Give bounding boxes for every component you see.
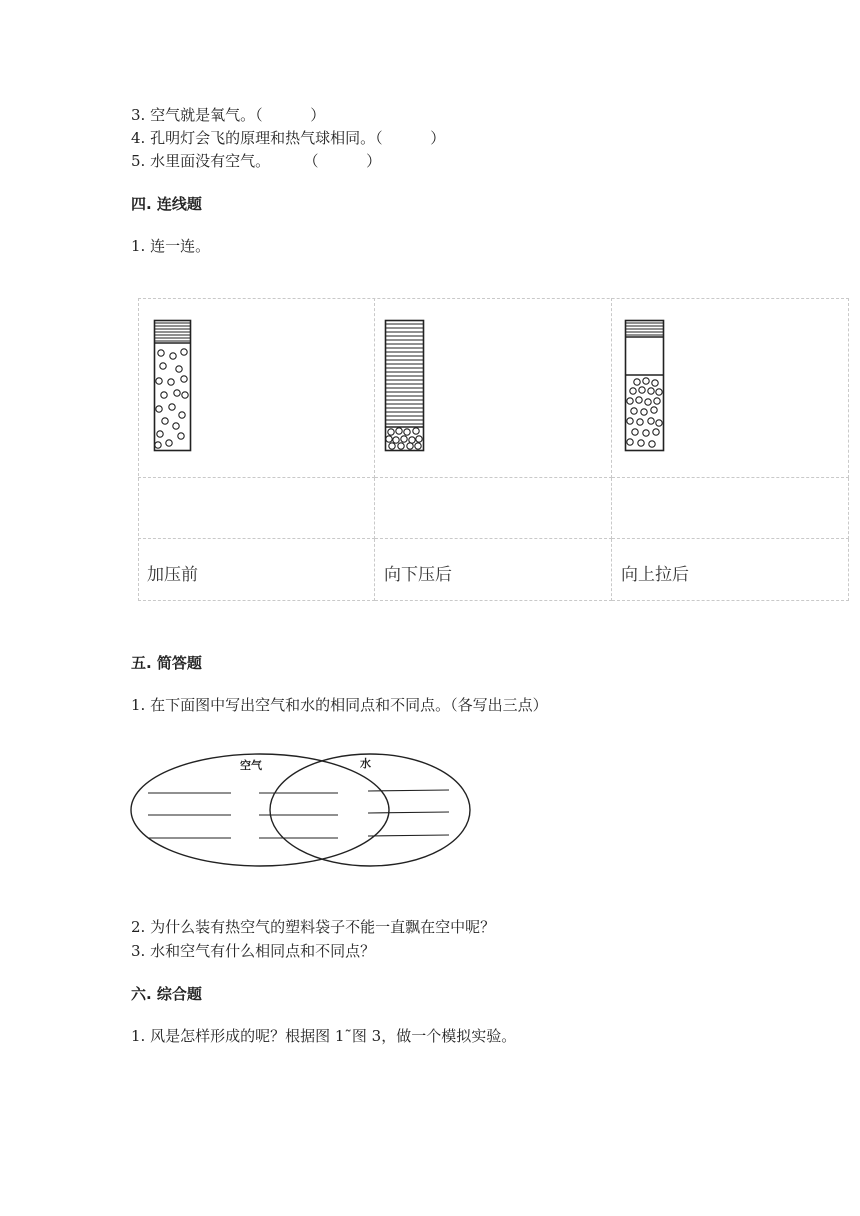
venn-label-water: 水 [360,757,371,770]
question-3: 3. 空气就是氧气。（ ） [131,106,326,124]
section-4-heading: 四. 连线题 [131,195,202,213]
section-5-question-1: 1. 在下面图中写出空气和水的相同点和不同点。（各写出三点） [131,696,548,714]
section-5-question-2: 2. 为什么装有热空气的塑料袋子不能一直飘在空中呢？ [131,918,496,936]
label-before-pressure: 加压前 [147,565,198,585]
venn-diagram [128,752,474,872]
question-5: 5. 水里面没有空气。 （ ） [131,152,382,170]
answer-line[interactable] [368,835,449,836]
venn-label-air: 空气 [240,759,262,772]
tube-pushed-down-figure [384,319,426,453]
section-5-heading: 五. 简答题 [131,654,202,672]
section-6-question-1: 1. 风是怎样形成的呢？根据图 1˜图 3，做一个模拟实验。 [131,1027,517,1045]
section-5-question-3: 3. 水和空气有什么相同点和不同点？ [131,942,376,960]
matching-grid [138,298,849,601]
section-6-heading: 六. 综合题 [131,985,202,1003]
question-4: 4. 孔明灯会飞的原理和热气球相同。（ ） [131,129,446,147]
tube-before-pressure-figure [153,319,193,453]
answer-line[interactable] [368,812,449,813]
label-pushed-down: 向下压后 [384,565,452,585]
label-pulled-up: 向上拉后 [621,565,689,585]
tube-pulled-up-figure [624,319,666,453]
section-4-question-1: 1. 连一连。 [131,237,211,255]
